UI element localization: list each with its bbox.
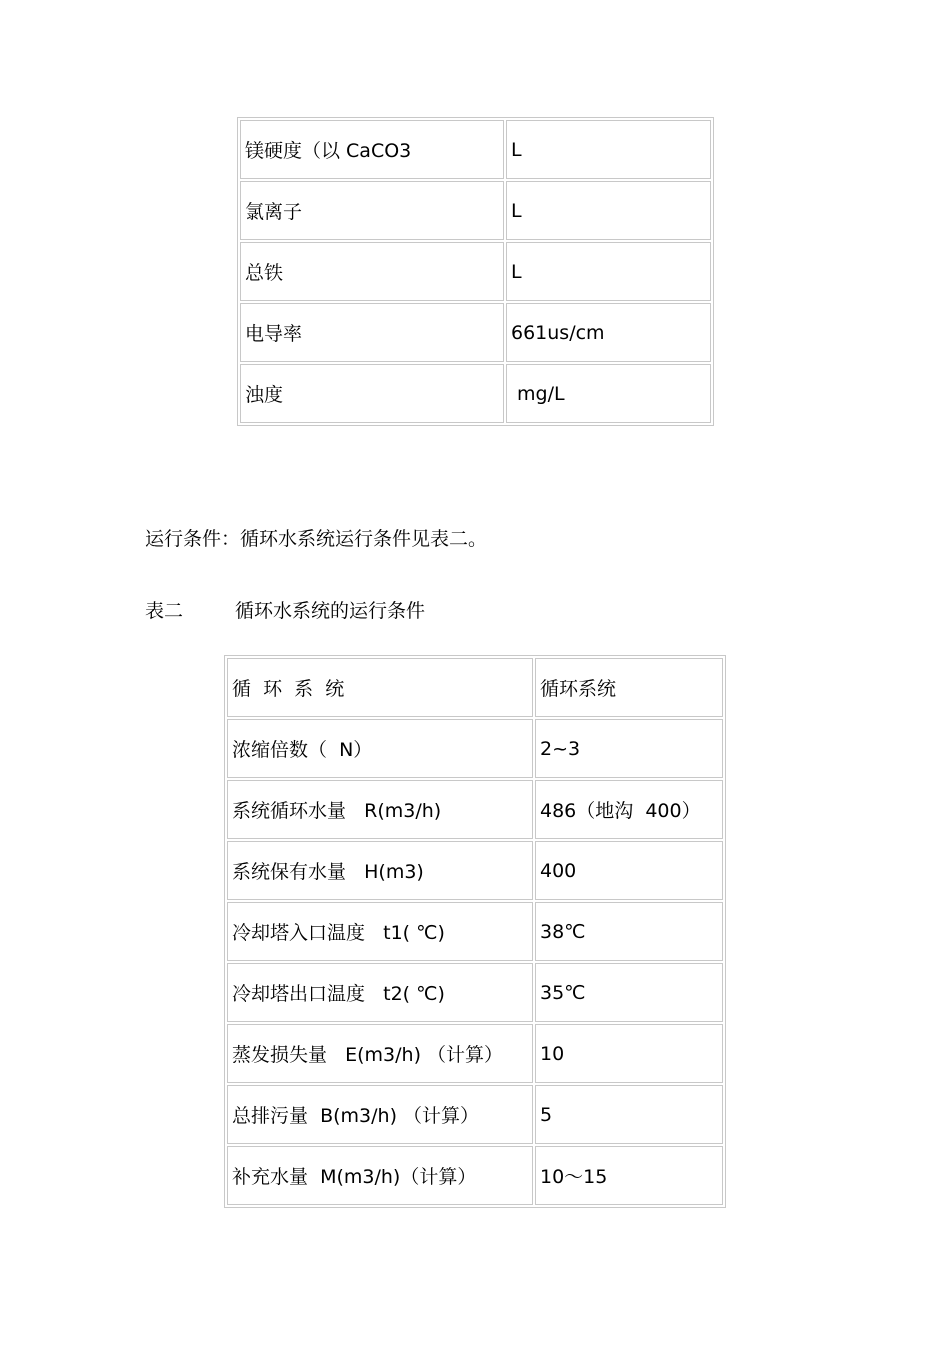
table-cell-parameter: 冷却塔出口温度 t2( ℃) bbox=[227, 963, 533, 1022]
table-row bbox=[227, 1085, 723, 1144]
table-cell-parameter: 氯离子 bbox=[240, 181, 504, 240]
table-cell-value: 循环系统 bbox=[535, 658, 723, 717]
table-cell-value: L bbox=[506, 181, 711, 240]
table-cell-parameter: 电导率 bbox=[240, 303, 504, 362]
table-cell-parameter: 系统保有水量 H(m3) bbox=[227, 841, 533, 900]
table-row bbox=[227, 841, 723, 900]
table-cell-parameter: 冷却塔入口温度 t1( ℃) bbox=[227, 902, 533, 961]
table-cell-parameter: 补充水量 M(m3/h)（计算） bbox=[227, 1146, 533, 1205]
table-row bbox=[227, 1024, 723, 1083]
operating-conditions-table bbox=[224, 655, 726, 1208]
table-cell-value: 10～15 bbox=[535, 1146, 723, 1205]
table2-caption bbox=[145, 596, 425, 623]
table2-caption-number: 表二 bbox=[145, 600, 184, 622]
table-row bbox=[227, 719, 723, 778]
table-cell-value: 661us/cm bbox=[506, 303, 711, 362]
table-row bbox=[227, 780, 723, 839]
table-row bbox=[227, 658, 723, 717]
table-cell-value: 5 bbox=[535, 1085, 723, 1144]
table-cell-value: 10 bbox=[535, 1024, 723, 1083]
table-cell-value: mg/L bbox=[506, 364, 711, 423]
table-cell-parameter: 循 环 系 统 bbox=[227, 658, 533, 717]
table-row bbox=[227, 963, 723, 1022]
table-cell-parameter: 镁硬度（以 CaCO3 bbox=[240, 120, 504, 179]
table-cell-parameter: 浊度 bbox=[240, 364, 504, 423]
table-row bbox=[227, 1146, 723, 1205]
table-cell-value: L bbox=[506, 242, 711, 301]
table-row bbox=[227, 902, 723, 961]
table-cell-parameter: 总铁 bbox=[240, 242, 504, 301]
table-cell-value: 35℃ bbox=[535, 963, 723, 1022]
table-cell-value: 38℃ bbox=[535, 902, 723, 961]
table-cell-value: 486（地沟 400） bbox=[535, 780, 723, 839]
table-cell-value: L bbox=[506, 120, 711, 179]
operating-conditions-paragraph: 运行条件：循环水系统运行条件见表二。 bbox=[145, 528, 488, 550]
table-cell-value: 2~3 bbox=[535, 719, 723, 778]
table-row bbox=[240, 303, 711, 362]
table-row bbox=[240, 181, 711, 240]
table-row bbox=[240, 242, 711, 301]
table-cell-parameter: 系统循环水量 R(m3/h) bbox=[227, 780, 533, 839]
table-cell-parameter: 浓缩倍数（ N） bbox=[227, 719, 533, 778]
water-quality-table bbox=[237, 117, 714, 426]
table-cell-parameter: 总排污量 B(m3/h) （计算） bbox=[227, 1085, 533, 1144]
table2-caption-title: 循环水系统的运行条件 bbox=[235, 600, 426, 622]
table-row bbox=[240, 364, 711, 423]
table-cell-value: 400 bbox=[535, 841, 723, 900]
table-cell-parameter: 蒸发损失量 E(m3/h) （计算） bbox=[227, 1024, 533, 1083]
table-row bbox=[240, 120, 711, 179]
